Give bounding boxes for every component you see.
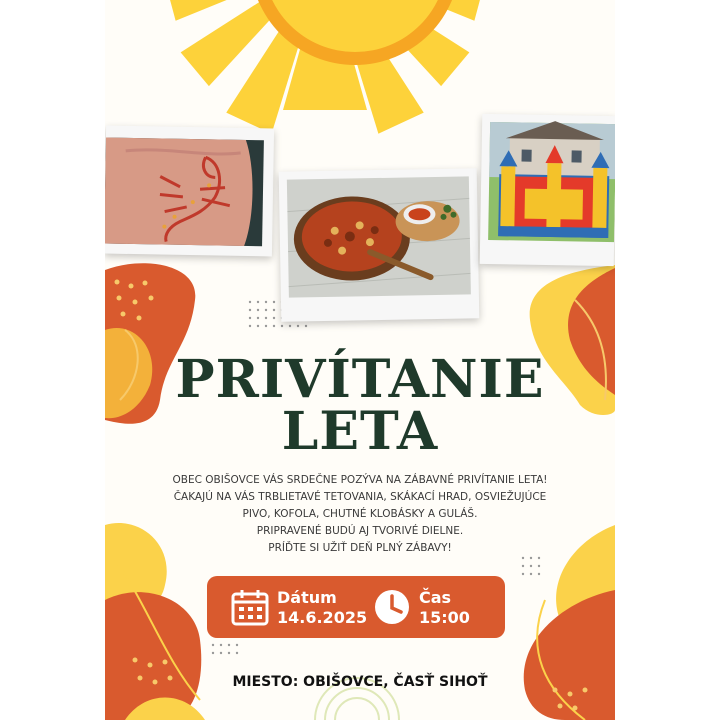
goulash-photo — [279, 168, 480, 321]
description-line: ČAKAJÚ NA VÁS TRBLIETAVÉ TETOVANIA, SKÁKACÍ HRAD, OSVIEŽUJÚCE — [173, 491, 547, 503]
description-line: OBEC OBIŠOVCE VÁS SRDEČNE POZÝVA NA ZÁBAVNÉ PRIVÍTANIE LETA! — [172, 474, 548, 486]
event-title-line-1: PRIVÍTANIE — [175, 349, 545, 410]
sun-icon — [165, 0, 484, 134]
date-value: 14.6.2025 — [277, 608, 368, 627]
clock-icon — [373, 588, 411, 626]
calendar-icon — [231, 588, 269, 626]
event-title-line-2: LETA — [281, 401, 439, 462]
description-line: PIVO, KOFOLA, CHUTNÉ KLOBÁSKY A GULÁŠ. — [242, 508, 478, 520]
event-location: MIESTO: OBIŠOVCE, ČASŤ SIHOŤ — [232, 674, 488, 690]
event-poster — [105, 0, 615, 720]
event-description — [145, 472, 575, 557]
glitter-tattoo-photo — [105, 126, 274, 257]
date-label: Dátum — [277, 588, 337, 607]
time-label: Čas — [419, 588, 452, 607]
description-line: PRÍĎTE SI UŽIŤ DEŇ PLNÝ ZÁBAVY! — [268, 542, 452, 554]
date-time-box — [207, 576, 505, 638]
time-value: 15:00 — [419, 608, 470, 627]
description-line: PRIPRAVENÉ BUDÚ AJ TVORIVÉ DIELNE. — [256, 525, 464, 537]
bouncy-castle-photo — [480, 114, 615, 266]
